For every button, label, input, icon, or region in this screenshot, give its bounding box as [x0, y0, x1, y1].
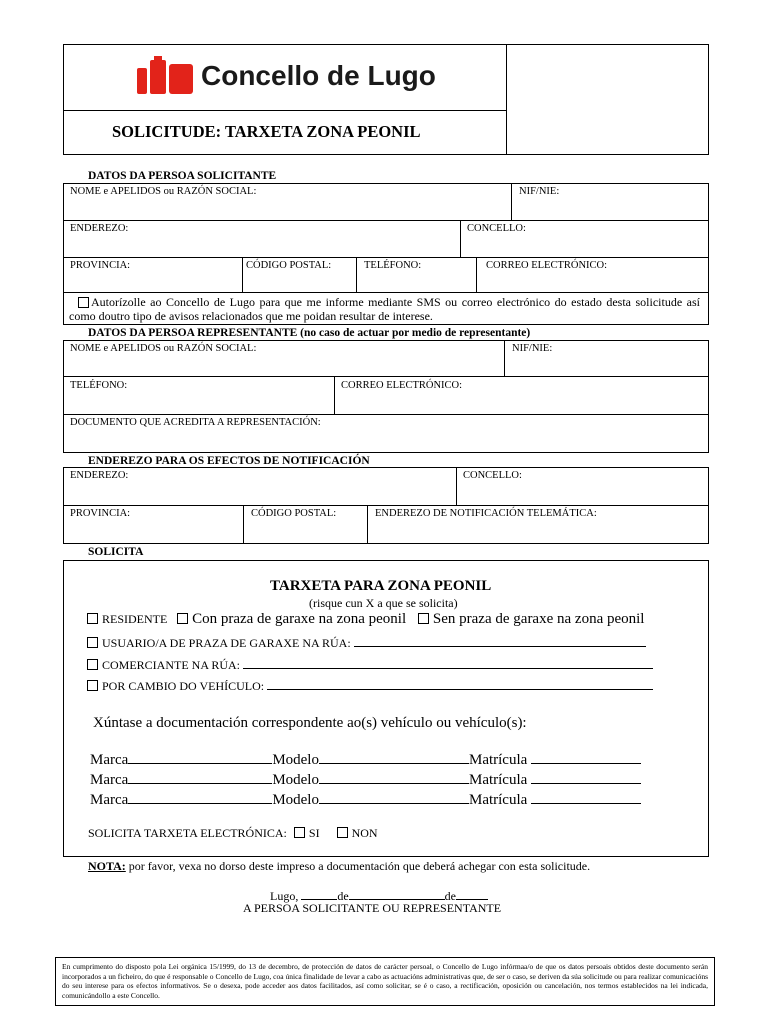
residente-row [87, 611, 644, 628]
matricula-label: Matrícula [468, 772, 528, 788]
matricula-input-1[interactable] [531, 751, 641, 764]
non-checkbox[interactable] [337, 827, 348, 838]
vehiculo-row-3 [90, 791, 641, 809]
representante-nif-field[interactable]: NIF/NIE: [512, 343, 553, 354]
signature-date-line: Lugo, de de [270, 887, 488, 904]
building-logo-icon [135, 56, 195, 98]
residente-label: RESIDENTE [102, 612, 168, 626]
representante-correo-field[interactable]: CORREO ELECTRÓNICO: [341, 380, 463, 391]
notificacion-telematica-field[interactable]: ENDEREZO DE NOTIFICACIÓN TELEMÁTICA: [375, 508, 597, 519]
divider [63, 292, 709, 293]
header-divider-horizontal [63, 110, 507, 111]
cambio-input-line[interactable] [267, 677, 653, 690]
comerciante-checkbox[interactable] [87, 659, 98, 670]
logo [135, 56, 435, 100]
marca-input-3[interactable] [128, 791, 272, 804]
residente-checkbox[interactable] [87, 613, 98, 624]
signature-day-input[interactable] [301, 887, 337, 900]
cambio-label: POR CAMBIO DO VEHÍCULO: [102, 679, 265, 693]
usuario-input-line[interactable] [354, 634, 646, 647]
legal-footer-text: En cumprimento do disposto pola Lei orgánica 15/1999, do 13 de decembro, de protección de datos de carácter persoal, o Concello de Lugo infórmaa/o de que os datos persoais obtidos deste documento serán incorporados a un ficheiro, do que é responsable o Concello de Lugo, coa única finalidade de levar a cabo as actuacións administrativas que, de ser o caso, se deriven da súa solicitude ou para realizar comunicacións do seu interese para os efectos informativos. Se o desexa, pode acceder aos datos facilitados, así como solicitar, se é o caso, a rectificación, oposición ou cancelación, nos termos establecidos na lei indicada, comunicándollo a este Concello. [62, 962, 708, 1000]
section-title-solicitante: DATOS DA PERSOA SOLICITANTE [88, 170, 277, 182]
si-checkbox[interactable] [294, 827, 305, 838]
nota [88, 859, 590, 874]
usuario-row [87, 634, 646, 651]
solicitante-nome-field[interactable]: NOME e APELIDOS ou RAZÓN SOCIAL: [70, 186, 257, 197]
divider [63, 257, 709, 258]
electronica-label: SOLICITA TARXETA ELECTRÓNICA: [88, 826, 287, 840]
divider [243, 505, 244, 544]
comerciante-row [87, 656, 653, 673]
divider [334, 376, 335, 414]
representante-nome-field[interactable]: NOME e APELIDOS ou RAZÓN SOCIAL: [70, 343, 257, 354]
xuntase-text: Xúntase a documentación correspondente ao(s) vehículo ou vehículo(s): [93, 715, 527, 731]
modelo-label: Modelo [272, 752, 319, 768]
section-title-solicita: SOLICITA [88, 546, 144, 558]
usuario-label: USUARIO/A DE PRAZA DE GARAXE NA RÚA: [102, 636, 351, 650]
notificacion-cp-field[interactable]: CÓDIGO POSTAL: [251, 508, 337, 519]
comerciante-label: COMERCIANTE NA RÚA: [102, 658, 241, 672]
signature-year-input[interactable] [456, 887, 488, 900]
representante-documento-field[interactable]: DOCUMENTO QUE ACREDITA A REPRESENTACIÓN: [70, 417, 321, 428]
signature-place: Lugo [270, 889, 296, 903]
section-title-notificacion: ENDEREZO PARA OS EFECTOS DE NOTIFICACIÓN [88, 455, 370, 467]
divider [63, 505, 709, 506]
modelo-input-2[interactable] [319, 771, 469, 784]
matricula-label: Matrícula [468, 792, 528, 808]
si-label: SI [308, 826, 320, 840]
solicita-box-title: TARXETA PARA ZONA PEONIL [270, 578, 492, 594]
autorizacion-text: Autorízolle ao Concello de Lugo para que me informe mediante SMS ou correo electrónico do estado desta solicitude así como doutro tipo de avisos relacionados que me poidan resultar de interese. [69, 295, 700, 323]
modelo-input-1[interactable] [319, 751, 469, 764]
notificacion-provincia-field[interactable]: PROVINCIA: [70, 508, 131, 519]
solicitante-correo-field[interactable]: CORREO ELECTRÓNICO: [486, 260, 608, 271]
usuario-checkbox[interactable] [87, 637, 98, 648]
solicitante-concello-field[interactable]: CONCELLO: [467, 223, 526, 234]
cambio-row [87, 677, 653, 694]
vehiculo-row-2 [90, 771, 641, 789]
matricula-label: Matrícula [468, 752, 528, 768]
non-label: NON [351, 826, 378, 840]
divider [511, 183, 512, 220]
divider [356, 257, 357, 292]
divider [504, 340, 505, 376]
con-praza-checkbox[interactable] [177, 613, 188, 624]
header-divider-vertical [506, 44, 507, 155]
modelo-label: Modelo [272, 792, 319, 808]
solicitante-nif-field[interactable]: NIF/NIE: [519, 186, 560, 197]
solicitante-provincia-field[interactable]: PROVINCIA: [70, 260, 131, 271]
signature-de-1: de [337, 889, 349, 903]
vehiculo-row-1 [90, 751, 641, 769]
notificacion-concello-field[interactable]: CONCELLO: [463, 470, 522, 481]
sen-praza-label: Sen praza de garaxe na zona peonil [432, 611, 645, 627]
nota-text: por favor, vexa no dorso deste impreso a documentación que deberá achegar con esta solicitude. [125, 859, 591, 873]
divider [63, 376, 709, 377]
electronica-row [88, 826, 378, 841]
signature-caption: A PERSOA SOLICITANTE OU REPRESENTANTE [243, 901, 502, 915]
solicitante-enderezo-field[interactable]: ENDEREZO: [70, 223, 129, 234]
con-praza-label: Con praza de garaxe na zona peonil [192, 611, 407, 627]
divider [367, 505, 368, 544]
marca-input-1[interactable] [128, 751, 272, 764]
marca-label: Marca [90, 772, 129, 788]
marca-label: Marca [90, 792, 129, 808]
marca-label: Marca [90, 752, 129, 768]
signature-de-2: de [444, 889, 456, 903]
marca-input-2[interactable] [128, 771, 272, 784]
modelo-label: Modelo [272, 772, 319, 788]
section-title-representante: DATOS DA PERSOA REPRESENTANTE (no caso de actuar por medio de representante) [88, 327, 531, 339]
solicitante-cp-field[interactable]: CÓDIGO POSTAL: [246, 260, 332, 271]
page-title: SOLICITUDE: TARXETA ZONA PEONIL [112, 122, 421, 141]
comerciante-input-line[interactable] [243, 656, 653, 669]
representante-telefono-field[interactable]: TELÉFONO: [70, 380, 128, 391]
divider [456, 467, 457, 505]
notificacion-enderezo-field[interactable]: ENDEREZO: [70, 470, 129, 481]
nota-label: NOTA: [88, 859, 126, 873]
matricula-input-2[interactable] [531, 771, 641, 784]
representante-box [63, 340, 709, 453]
divider [63, 220, 709, 221]
divider [242, 257, 243, 292]
solicitante-telefono-field[interactable]: TELÉFONO: [364, 260, 422, 271]
cambio-checkbox[interactable] [87, 680, 98, 691]
signature-month-input[interactable] [349, 887, 445, 900]
sen-praza-checkbox[interactable] [418, 613, 429, 624]
divider [476, 257, 477, 292]
modelo-input-3[interactable] [319, 791, 469, 804]
solicita-subtitle: (risque cun X a que se solicita) [309, 596, 458, 610]
matricula-input-3[interactable] [531, 791, 641, 804]
logo-text: Concello de Lugo [201, 60, 436, 91]
divider [460, 220, 461, 257]
divider [63, 414, 709, 415]
